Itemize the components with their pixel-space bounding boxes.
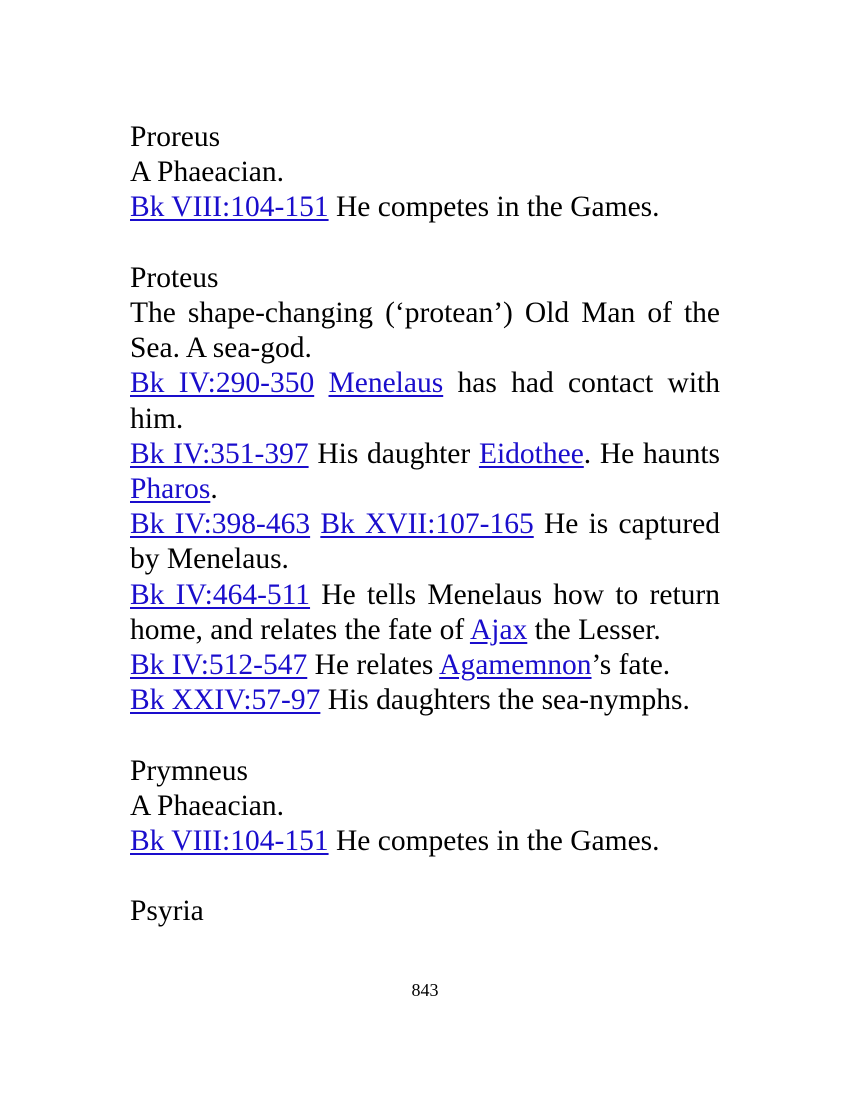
reference-line [130,507,720,577]
name-link-agamemnon[interactable]: Agamemnon [439,649,592,682]
reference-text: He competes in the Games. [328,825,660,858]
reference-text: has had contact with him. [130,367,720,435]
reference-line [130,190,720,225]
name-link-pharos[interactable]: Pharos [130,473,211,506]
entry-spacer [130,859,720,894]
entry-title: Proreus [130,121,221,153]
reference-text: He tells Menelaus how to return home, and relates the fate of [130,578,720,646]
reference-text: . He haunts [583,437,721,470]
entry-title: Proteus [130,261,219,294]
name-link-ajax[interactable]: Ajax [469,613,528,646]
reference-text: ’s fate. [591,649,671,682]
book-reference-link[interactable]: Bk VIII:104-151 [130,191,329,224]
reference-text: . [210,473,218,506]
reference-text: the Lesser. [527,613,661,646]
entry-title: Prymneus [130,754,248,787]
book-reference-link[interactable]: Bk IV:464-511 [130,578,311,611]
reference-line [130,366,720,436]
reference-line [130,648,720,683]
entry-spacer [130,718,720,753]
entry-prymneus [130,754,720,860]
entry-spacer [130,226,720,261]
separator [314,367,328,399]
book-reference-link[interactable]: Bk XXIV:57-97 [130,684,321,717]
separator [310,508,320,540]
book-reference-link[interactable]: Bk IV:512-547 [130,649,308,682]
name-link-eidothee[interactable]: Eidothee [478,437,584,470]
book-reference-link[interactable]: Bk IV:398-463 [130,508,311,541]
reference-text: He relates [307,649,440,682]
book-reference-link[interactable]: Bk VIII:104-151 [130,825,329,858]
book-reference-link[interactable]: Bk IV:290-350 [130,367,315,400]
entry-description: The shape-changing (‘protean’) Old Man of the Sea. A sea-god. [130,297,720,365]
document-body [130,120,720,930]
name-link-menelaus[interactable]: Menelaus [328,367,444,400]
reference-text: His daughters the sea-nymphs. [320,684,690,717]
reference-line [130,578,720,648]
reference-text: His daughter [308,437,479,470]
reference-text: He competes in the Games. [328,191,660,224]
reference-line [130,683,720,718]
book-reference-link[interactable]: Bk IV:351-397 [130,437,309,470]
reference-text: He is captured by Menelaus. [130,508,721,576]
book-reference-link[interactable]: Bk XVII:107-165 [320,508,534,541]
entry-description: A Phaeacian. [130,156,284,189]
reference-line [130,824,720,859]
entry-title: Psyria [130,895,204,928]
entry-description: A Phaeacian. [130,789,284,822]
entry-psyria [130,894,720,929]
entry-proteus [130,261,720,719]
page-number: 843 [411,980,439,1000]
reference-line [130,437,720,507]
entry-proreus [130,120,720,226]
